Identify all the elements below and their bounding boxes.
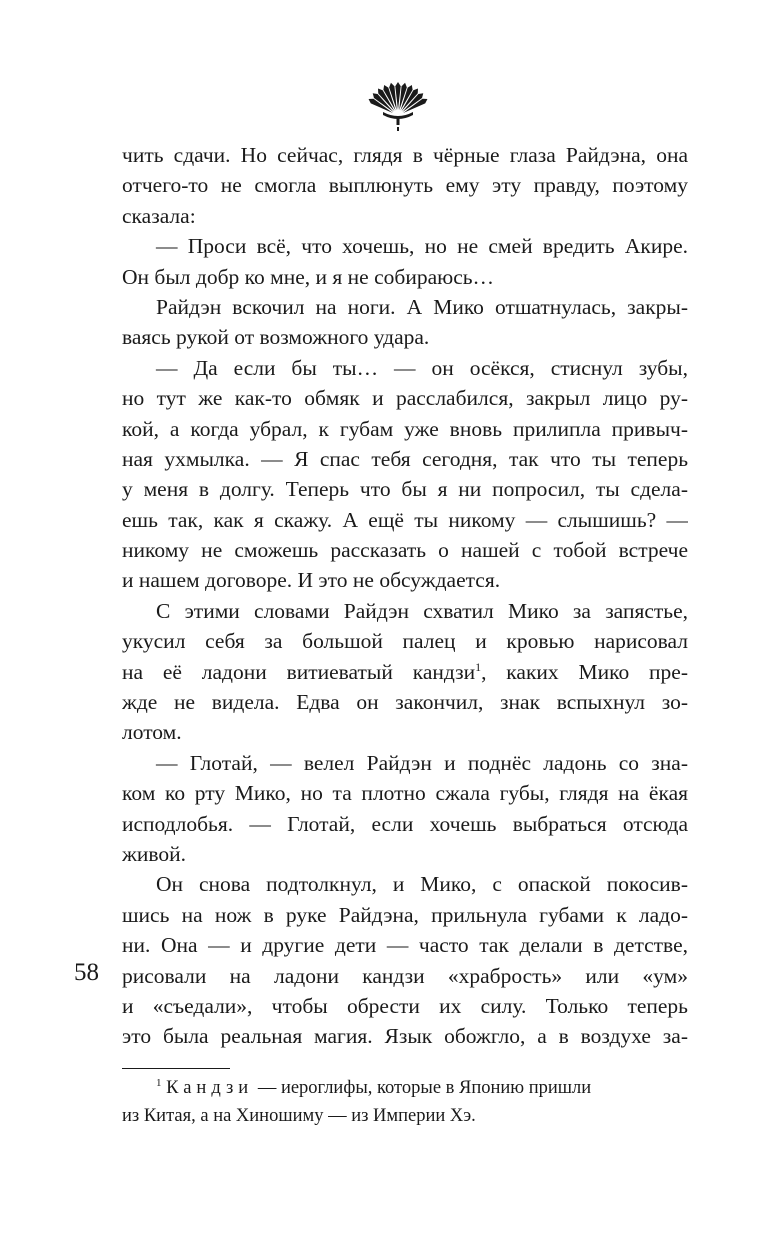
text-line — [122, 657, 688, 687]
text-line — [122, 322, 688, 352]
text-line — [122, 626, 688, 656]
text-line — [122, 170, 688, 200]
fan-ornament-icon — [353, 72, 443, 134]
text-line-content: исподлобья. — Глотай, если хочешь выбраться отсюда — [122, 811, 688, 836]
text-line — [122, 930, 688, 960]
text-line — [122, 383, 688, 413]
body-text — [122, 140, 688, 1052]
text-line — [122, 262, 688, 292]
text-line-content: живой. — [122, 841, 186, 866]
text-line — [122, 565, 688, 595]
text-line-content: это была реальная магия. Язык обожгло, а в воздухе за- — [122, 1024, 688, 1049]
text-line-content: кой, а когда убрал, к губам уже вновь прилипла привыч- — [122, 416, 688, 441]
footnote-reference: 1 — [475, 659, 482, 674]
text-line-content: ная ухмылка. — Я спас тебя сегодня, так что ты теперь — [122, 446, 688, 471]
text-line — [122, 687, 688, 717]
text-line-content: отчего-то не смогла выплюнуть ему эту правду, поэтому — [122, 173, 688, 198]
text-line — [122, 353, 688, 383]
text-line-content: и «съедали», чтобы обрести их силу. Только теперь — [122, 993, 688, 1018]
text-line — [122, 961, 688, 991]
text-line-content: но тут же как-то обмяк и расслабился, закрыл лицо ру- — [122, 386, 688, 411]
text-line — [122, 748, 688, 778]
text-line-content: ваясь рукой от возможного удара. — [122, 325, 430, 350]
text-line-content: у меня в долгу. Теперь что бы я ни попросил, ты сдела- — [122, 477, 688, 502]
text-line — [122, 140, 688, 170]
text-line-content: — Да если бы ты… — он осёкся, стиснул зубы, — [156, 355, 688, 380]
text-line — [122, 505, 688, 535]
text-line-content: С этими словами Райдэн схватил Мико за запястье, — [156, 598, 688, 623]
text-line-content: — Глотай, — велел Райдэн и поднёс ладонь со зна- — [156, 750, 688, 775]
text-line-content: чить сдачи. Но сейчас, глядя в чёрные глаза Райдэна, она — [122, 143, 688, 167]
footnote — [122, 1074, 688, 1130]
text-line — [122, 474, 688, 504]
text-line-content: Он был добр ко мне, и я не собираюсь… — [122, 264, 495, 289]
text-line-continuation: , каких Мико пре- — [481, 659, 688, 684]
text-line — [122, 717, 688, 747]
text-line-content: укусил себя за большой палец и кровью нарисовал — [122, 629, 688, 654]
footnote-term: Кандзи — [166, 1078, 254, 1098]
footnote-mark: 1 — [156, 1076, 162, 1089]
text-line — [122, 869, 688, 899]
text-line — [122, 201, 688, 231]
text-line — [122, 596, 688, 626]
text-line — [122, 991, 688, 1021]
text-line-content: ком ко рту Мико, но та плотно сжала губы, глядя на ёкая — [122, 781, 688, 806]
footnote-text: — иероглифы, которые в Японию пришли — [253, 1078, 592, 1098]
footnote-line-1 — [122, 1074, 688, 1102]
text-line — [122, 292, 688, 322]
text-line-content: на её ладони витиеватый кандзи — [122, 659, 476, 684]
footnote-line-2: из Китая, а на Хиношиму — из Империи Хэ. — [122, 1106, 476, 1126]
text-line-content: шись на нож в руке Райдэна, прильнула губами к ладо- — [122, 902, 688, 927]
text-line — [122, 900, 688, 930]
text-line-content: жде не видела. Едва он закончил, знак вспыхнул зо- — [122, 690, 688, 715]
text-line-content: — Проси всё, что хочешь, но не смей вредить Акире. — [156, 234, 688, 259]
text-line — [122, 414, 688, 444]
text-line — [122, 1021, 688, 1051]
text-line — [122, 839, 688, 869]
footnote-divider — [122, 1068, 230, 1069]
text-line — [122, 444, 688, 474]
text-line-content: никому не сможешь рассказать о нашей с тобой встрече — [122, 538, 688, 563]
text-line-content: Райдэн вскочил на ноги. А Мико отшатнулась, закры- — [156, 294, 688, 319]
text-line-content: сказала: — [122, 203, 196, 228]
text-line — [122, 778, 688, 808]
page-number: 58 — [74, 959, 99, 986]
text-line-content: ни. Она — и другие дети — часто так делали в детстве, — [122, 933, 688, 958]
text-line-content: Он снова подтолкнул, и Мико, с опаской покосив- — [156, 872, 688, 897]
text-line — [122, 535, 688, 565]
text-line-content: рисовали на ладони кандзи «храбрость» или «ум» — [122, 963, 688, 988]
text-line — [122, 809, 688, 839]
text-line-content: и нашем договоре. И это не обсуждается. — [122, 568, 501, 593]
text-line-content: лотом. — [122, 720, 182, 745]
text-line — [122, 231, 688, 261]
text-line-content: ешь так, как я скажу. А ещё ты никому — слышишь? — — [122, 507, 688, 532]
